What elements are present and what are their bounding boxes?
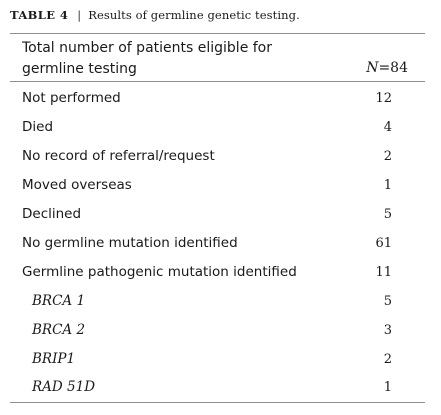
row-value: 4 [383, 120, 392, 135]
row-value: 5 [383, 294, 392, 309]
table-row [10, 258, 425, 287]
row-label: Moved overseas [22, 177, 132, 193]
row-label: RAD 51D [32, 379, 96, 395]
table-row [10, 200, 425, 229]
table-title: Results of germline genetic testing. [88, 8, 300, 22]
header-total [330, 60, 408, 76]
row-value: 2 [383, 352, 392, 367]
caption-separator: | [77, 8, 82, 22]
row-label: Germline pathogenic mutation identified [22, 264, 297, 280]
row-value: 5 [383, 207, 392, 222]
header-n-value: =84 [378, 60, 408, 76]
row-value: 11 [375, 265, 392, 280]
table-row [10, 287, 425, 316]
header-rule [10, 81, 425, 82]
row-label: BRCA 1 [32, 293, 86, 309]
row-value: 61 [375, 236, 392, 251]
table-top-rule [10, 33, 425, 34]
row-label: Not performed [22, 90, 121, 106]
table-row [10, 171, 425, 200]
table-bottom-rule [10, 402, 425, 403]
table-caption [10, 8, 300, 22]
row-label: No germline mutation identified [22, 235, 238, 251]
table-row [10, 229, 425, 258]
header-n-symbol: N [366, 60, 379, 76]
table-row [10, 84, 425, 113]
row-value: 1 [383, 178, 392, 193]
row-value: 2 [383, 149, 392, 164]
row-label: No record of referral/request [22, 148, 215, 164]
row-label: BRCA 2 [32, 322, 86, 338]
table-row [10, 142, 425, 171]
row-value: 3 [383, 323, 392, 338]
table-row [10, 373, 425, 402]
header-label: Total number of patients eligible for germline testing [22, 40, 273, 77]
table-row [10, 316, 425, 345]
row-value: 1 [383, 380, 392, 395]
table-row [10, 345, 425, 374]
row-value: 12 [375, 91, 392, 106]
table-number: TABLE 4 [10, 8, 69, 22]
row-label: Died [22, 119, 54, 135]
table-row [10, 113, 425, 142]
row-label: Declined [22, 206, 82, 222]
row-label: BRIP1 [32, 351, 76, 367]
